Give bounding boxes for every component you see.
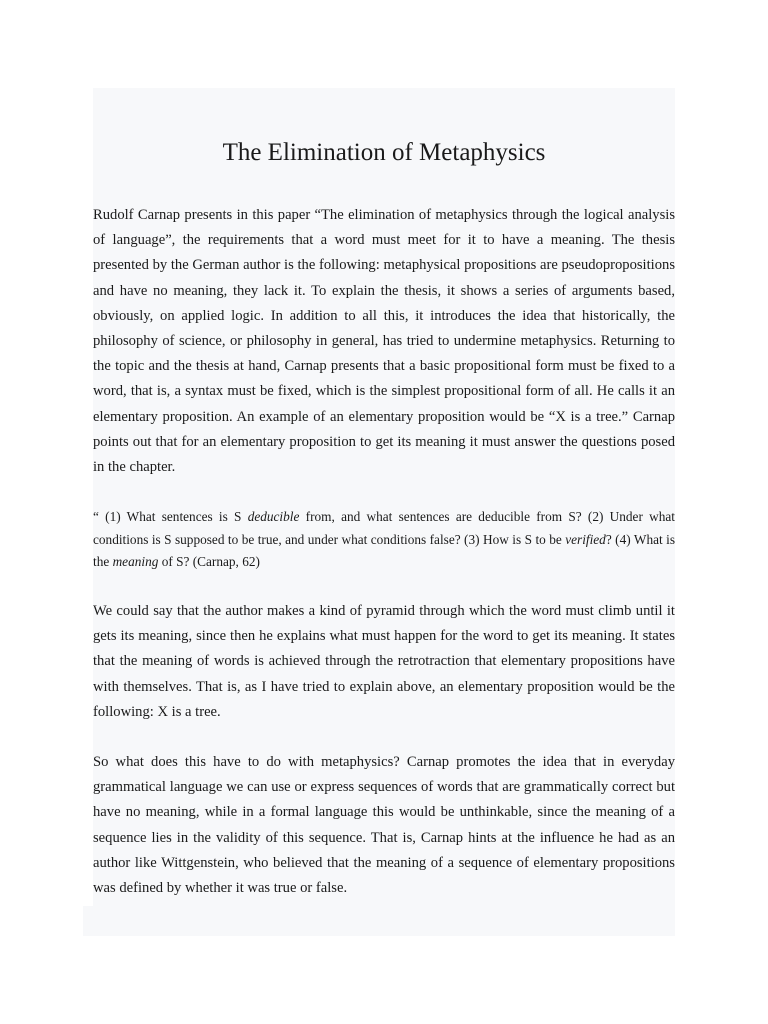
page-edge: [83, 906, 95, 936]
quote-emphasis-verified: verified: [565, 531, 606, 547]
quote-text-2: from, and what sentences are deducible from S? (2) Under what conditions is S supposed to be true, and under what conditions false? (3) How is S to be: [93, 509, 675, 547]
quote-emphasis-meaning: meaning: [112, 554, 159, 569]
paragraph-1: Rudolf Carnap presents in this paper “The elimination of metaphysics through the logical analysis of language”, the requirements that a word must meet for it to have a meaning. The thesis presented by the German author is the following: metaphysical propositions are pseudopropositions and have no meaning, they lack it. To explain the thesis, it shows a series of arguments based, obviously, on applied logic. In addition to all this, it introduces the idea that historically, the philosophy of science, or philosophy in general, has tried to undermine metaphysics. Returning to the topic and the thesis at hand, Carnap presents that a basic propositional form must be fixed to a word, that is, a syntax must be fixed, which is the simplest propositional form of all. He calls it an elementary proposition. An example of an elementary proposition would be “X is a tree.” Carnap points out that for an elementary proposition to get its meaning it must answer the questions posed in the chapter.: [93, 207, 675, 476]
block-quote: [93, 506, 675, 574]
document-title: The Elimination of Metaphysics: [222, 139, 546, 166]
quote-text-1: “ (1) What sentences is S: [93, 509, 248, 524]
paragraph-2: We could say that the author makes a kind of pyramid through which the word must climb until it gets its meaning, since then he explains what must happen for the word to get its meaning. It states that the meaning of words is achieved through the retrotraction that elementary propositions have with themselves. That is, as I have tried to explain above, an elementary proposition would be the following: X is a tree.: [93, 603, 675, 720]
quote-text-4: of S? (Carnap, 62): [158, 554, 260, 569]
quote-emphasis-deducible: deducible: [247, 509, 300, 524]
paragraph-3: So what does this have to do with metaphysics? Carnap promotes the idea that in everyday grammatical language we can use or express sequences of words that are grammatically correct but have no meaning, while in a formal language this would be unthinkable, since the meaning of a sequence lies in the validity of this sequence. That is, Carnap hints at the influence he had as an author like Wittgenstein, who believed that the meaning of a sequence of elementary propositions was defined by whether it was true or false.: [93, 754, 675, 897]
quote-text-3: ? (4) What is the: [93, 531, 675, 569]
